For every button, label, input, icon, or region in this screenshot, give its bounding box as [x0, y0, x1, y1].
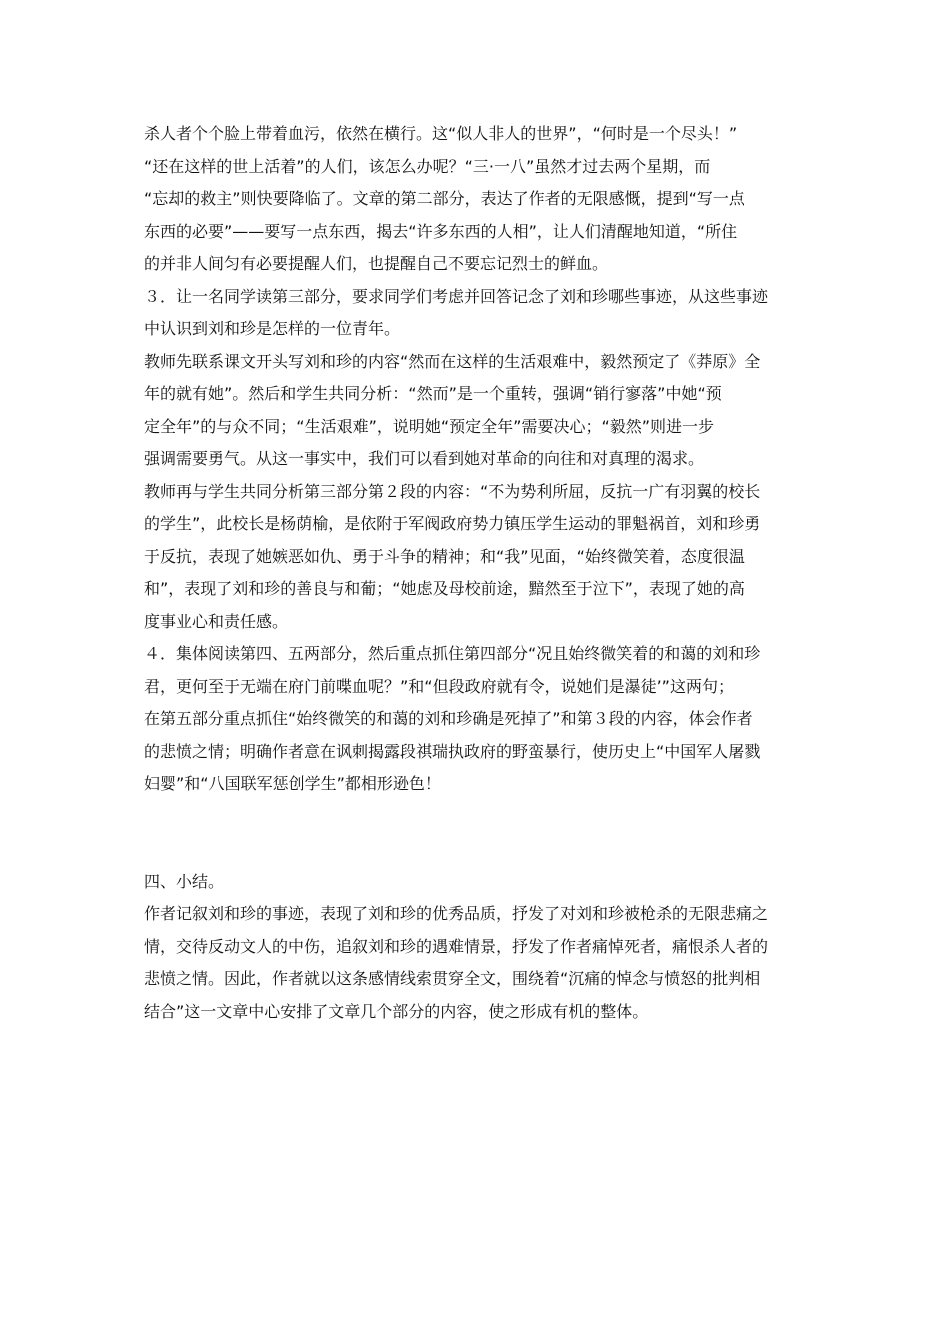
text-line: 的悲愤之情；明确作者意在讽刺揭露段祺瑞执政府的野蛮暴行，使历史上“中国军人屠戮	[144, 741, 761, 761]
paragraph-step-three	[144, 281, 814, 346]
text-line: 杀人者个个脸上带着血污，依然在横行。这“似人非人的世界”，“何时是一个尽头！”	[144, 124, 738, 143]
text-line: 情，交待反动文人的中伤，追叙刘和珍的遇难情景，抒发了作者痛悼死者，痛恨杀人者的	[144, 936, 769, 956]
paragraph-summary	[144, 898, 814, 1028]
text-line: “忘却的救主”则快要降临了。文章的第二部分，表达了作者的无限感慨，提到“写一点	[144, 189, 745, 208]
blank-line	[144, 801, 814, 866]
text-line: 妇婴”和“八国联军惩创学生”都相形逊色！	[144, 774, 441, 793]
text-line: 君，更何至于无端在府门前喋血呢？”和“但段政府就有令，说她们是瀑徒’”这两句；	[144, 676, 734, 696]
text-line: 教师先联系课文开头写刘和珍的内容“然而在这样的生活艰难中，毅然预定了《莽原》全	[144, 351, 761, 371]
paragraph-teacher-analysis-one	[144, 346, 814, 476]
document-body	[144, 118, 814, 1028]
text-line: 中认识到刘和珍是怎样的一位青年。	[144, 319, 401, 338]
paragraph-section-two-summary	[144, 118, 814, 281]
text-line: 结合”这一文章中心安排了文章几个部分的内容，使之形成有机的整体。	[144, 1001, 649, 1021]
text-line: 悲愤之情。因此，作者就以这条感情线索贯穿全文，围绕着“沉痛的悼念与愤怒的批判相	[144, 969, 761, 988]
text-line: 定全年”的与众不同；“生活艰难”，说明她“预定全年”需要决心；“毅然”则进一步	[144, 416, 715, 436]
text-line: 东西的必要”——要写一点东西，揭去“许多东西的人相”，让人们清醒地知道，“所住	[144, 221, 738, 241]
text-line: 的学生”，此校长是杨荫榆，是依附于军阀政府势力镇压学生运动的罪魁祸首，刘和珍勇	[144, 514, 761, 533]
text-line: 教师再与学生共同分析第三部分第２段的内容：“不为势利所屈，反抗一广有羽翼的校长	[144, 481, 761, 501]
text-line: 和”，表现了刘和珍的善良与和葡；“她虑及母校前途，黯然至于泣下”，表现了她的高	[144, 579, 745, 598]
text-line: 于反抗，表现了她嫉恶如仇、勇于斗争的精神；和“我”见面，“始终微笑着，态度很温	[144, 546, 745, 566]
text-line: 在第五部分重点抓住“始终微笑的和蔼的刘和珍确是死掉了”和第３段的内容，体会作者	[144, 709, 753, 728]
text-line: ４．集体阅读第四、五两部分，然后重点抓住第四部分“况且始终微笑着的和蔼的刘和珍	[144, 644, 761, 663]
section-heading-summary: 四、小结。	[144, 871, 225, 891]
text-line: 的并非人间匀有必要提醒人们，也提醒自己不要忘记烈士的鲜血。	[144, 254, 609, 273]
text-line: 年的就有她”。然后和学生共同分析：“然而”是一个重转，强调“销行寥落”中她“预	[144, 384, 722, 403]
paragraph-step-four	[144, 638, 814, 801]
text-line: “还在这样的世上活着”的人们，该怎么办呢？“三·一八”虽然才过去两个星期，而	[144, 156, 711, 176]
text-line: 度事业心和责任感。	[144, 611, 289, 631]
text-line: 强调需要勇气。从这一事实中，我们可以看到她对革命的向往和对真理的渴求。	[144, 449, 705, 468]
text-line: ３．让一名同学读第三部分，要求同学们考虑并回答记念了刘和珍哪些事迹，从这些事迹	[144, 286, 769, 306]
text-line: 作者记叙刘和珍的事迹，表现了刘和珍的优秀品质，抒发了对刘和珍被枪杀的无限悲痛之	[144, 904, 769, 923]
paragraph-teacher-analysis-two	[144, 476, 814, 639]
